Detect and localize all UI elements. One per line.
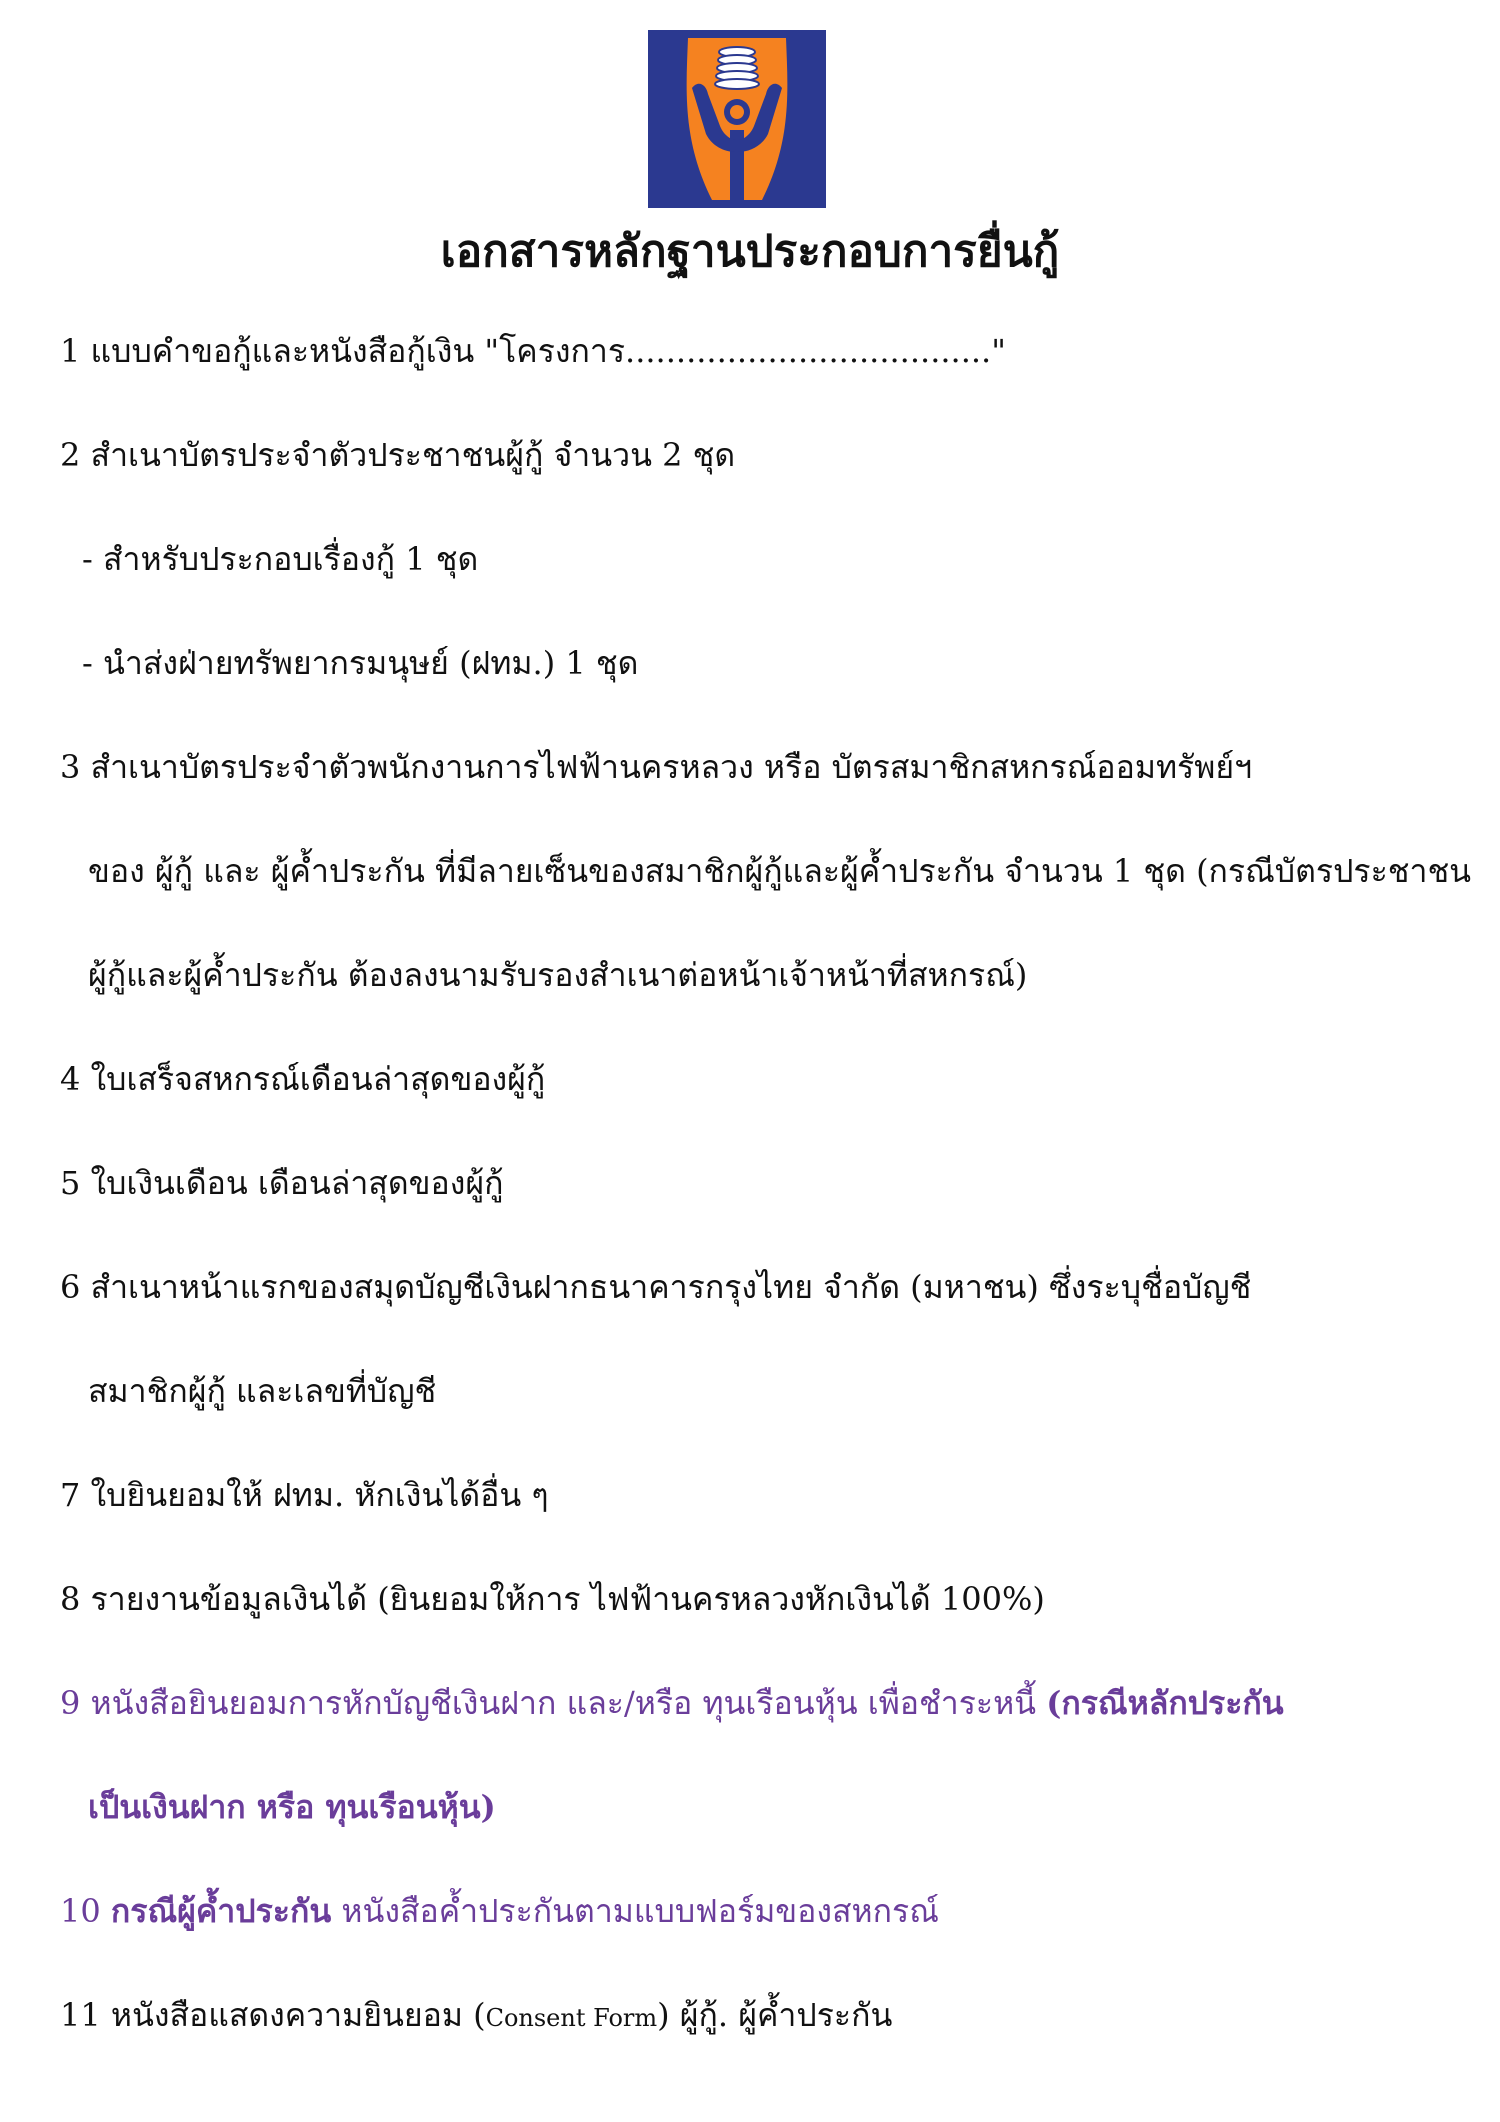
item-6-line-2: สมาชิกผู้กู้ และเลขที่บัญชี (88, 1372, 437, 1410)
item-11 (60, 1992, 1480, 2041)
item-11-consent-form: Consent Form (485, 2004, 658, 2032)
item-10-number: 10 (60, 1892, 111, 1930)
item-2-sub-a: - สำหรับประกอบเรื่องกู้ 1 ชุด (82, 540, 479, 578)
item-3: 3 สำเนาบัตรประจำตัวพนักงานการไฟฟ้านครหลวง หรือ บัตรสมาชิกสหกรณ์ออมทรัพย์ฯ (60, 748, 1253, 786)
item-3-line-2: ของ ผู้กู้ และ ผู้ค้ำประกัน ที่มีลายเซ็นของสมาชิกผู้กู้และผู้ค้ำประกัน จำนวน 1 ชุด (กรณีบัตรประชาชน (88, 852, 1472, 890)
item-8: 8 รายงานข้อมูลเงินได้ (ยินยอมให้การ ไฟฟ้านครหลวงหักเงินได้ 100%) (60, 1580, 1045, 1618)
item-9-text: 9 หนังสือยินยอมการหักบัญชีเงินฝาก และ/หรือ ทุนเรือนหุ้น เพื่อชำระหนี้ (60, 1684, 1047, 1722)
item-11-text-a: 11 หนังสือแสดงความยินยอม ( (60, 1996, 486, 2034)
page-title: เอกสารหลักฐานประกอบการยื่นกู้ (440, 226, 1060, 277)
item-4: 4 ใบเสร็จสหกรณ์เดือนล่าสุดของผู้กู้ (60, 1060, 546, 1098)
item-5: 5 ใบเงินเดือน เดือนล่าสุดของผู้กู้ (60, 1164, 504, 1202)
item-11-text-b: ) ผู้กู้. ผู้ค้ำประกัน (657, 1996, 893, 2034)
item-6: 6 สำเนาหน้าแรกของสมุดบัญชีเงินฝากธนาคารกรุงไทย จำกัด (มหาชน) ซึ่งระบุชื่อบัญชี (60, 1268, 1252, 1306)
cooperative-logo (648, 30, 826, 208)
item-10-text: หนังสือค้ำประกันตามแบบฟอร์มของสหกรณ์ (331, 1892, 939, 1930)
item-2: 2 สำเนาบัตรประจำตัวประชาชนผู้กู้ จำนวน 2 ชุด (60, 436, 736, 474)
item-1: 1 แบบคำขอกู้และหนังสือกู้เงิน "โครงการ...................................." (60, 332, 1006, 370)
item-10 (60, 1888, 1480, 1934)
item-9-line-2-emphasis: เป็นเงินฝาก หรือ ทุนเรือนหุ้น) (88, 1788, 496, 1826)
item-9 (60, 1680, 1480, 1726)
item-2-sub-b: - นำส่งฝ่ายทรัพยากรมนุษย์ (ฝทม.) 1 ชุด (82, 644, 639, 682)
item-9-line-2 (88, 1784, 1500, 1830)
item-9-emphasis: (กรณีหลักประกัน (1046, 1684, 1284, 1722)
logo-coins (715, 47, 759, 89)
item-7: 7 ใบยินยอมให้ ฝทม. หักเงินได้อื่น ๆ (60, 1476, 549, 1514)
item-10-emphasis: กรณีผู้ค้ำประกัน (110, 1892, 332, 1930)
logo-emblem-center (730, 105, 744, 119)
item-3-line-3: ผู้กู้และผู้ค้ำประกัน ต้องลงนามรับรองสำเนาต่อหน้าเจ้าหน้าที่สหกรณ์) (88, 956, 1028, 994)
logo-svg (648, 30, 826, 208)
